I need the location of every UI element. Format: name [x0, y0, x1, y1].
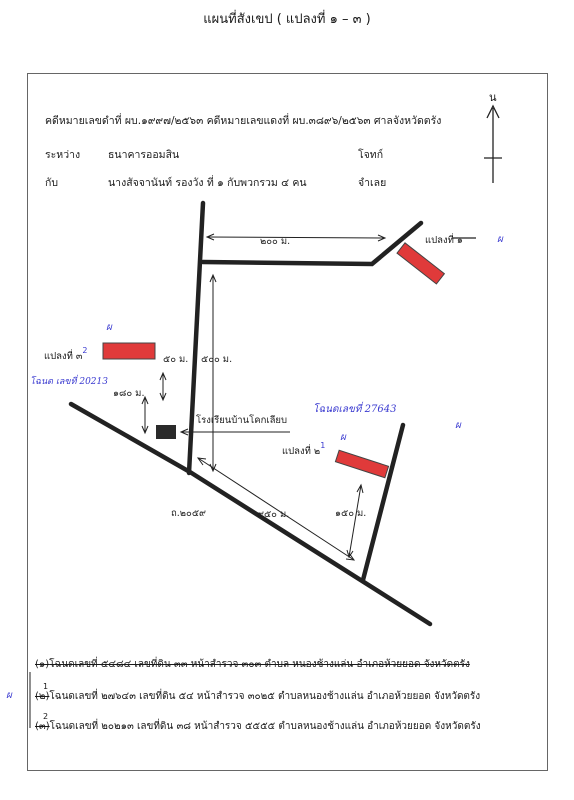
hand-note-left: โฉนด เลขที่ 20213 [30, 377, 108, 387]
deed-2: (๒) 1 โฉนดเลขที่ ๒๗๖๔๓ เลขที่ดิน ๕๔ หน้าสำรวจ ๓๐๒๕ ตำบลหนองช้างแล่น อำเภอห้วยยอด จังหวัดตรัง [35, 682, 481, 702]
defendant: นางสัจจานันท์ รองวัง ที่ ๑ กับพวกรวม ๔ คน [108, 177, 307, 189]
initial-4: ผ [340, 432, 346, 443]
page-title: แผนที่สังเขป ( แปลงที่ ๑ – ๓ ) [203, 12, 371, 27]
initial-3: ผ [455, 420, 461, 431]
with-label: กับ [45, 177, 59, 189]
school-marker [156, 425, 176, 439]
initial-2: ผ [106, 322, 112, 333]
defendant-role: จำเลย [358, 177, 387, 189]
margin-initial: ผ [6, 690, 12, 701]
school-label: โรงเรียนบ้านโคกเลียบ [196, 415, 287, 426]
parcel-3-rect [103, 343, 155, 359]
road-right [363, 425, 403, 580]
north-arrow-icon [484, 106, 502, 183]
between-label: ระหว่าง [45, 149, 81, 161]
dist-road: ๙๕๐ ม. [257, 509, 290, 520]
plaintiff-role: โจทก์ [358, 149, 384, 161]
road-top [203, 223, 421, 264]
deed-3: (๓) 2 โฉนดเลขที่ ๒๐๒๑๓ เลขที่ดิน ๓๘ หน้าสำรวจ ๕๕๕๕ ตำบลหนองช้างแล่น อำเภอห้วยยอด จังหวัดตรัง [35, 712, 481, 732]
dist-right: ๑๕๐ ม. [335, 508, 367, 519]
plaintiff: ธนาคารออมสิน [108, 149, 180, 161]
parcel-1-rect [397, 243, 444, 284]
parcel-2-rect [335, 450, 388, 477]
north-label: น [489, 91, 497, 104]
deed-1: (๑)โฉนดเลขที่ ๕๔๘๔ เลขที่ดิน ๓๓ หน้าสำรวจ ๓๐๓ ตำบล หนองช้างแล่น อำเภอห้วยยอด จังหวัดตรัง [35, 659, 470, 670]
parcel-1-label: แปลงที่ ๑ [425, 235, 463, 246]
road-main-diagonal [71, 404, 430, 624]
parcel-3-label: แปลงที่ ๓$^2$ [44, 346, 88, 362]
parcel-2-label: แปลงที่ ๒$^1$ [282, 441, 326, 457]
road-label: ถ.๒๐๕๙ [171, 508, 206, 519]
dist-top: ๒๐๐ ม. [260, 236, 291, 247]
dist-parcel3: ๕๐ ม. [163, 354, 189, 365]
dist-school: ๑๘๐ ม. [113, 388, 145, 399]
hand-note-right: โฉนดเลขที่ 27643 [313, 404, 397, 415]
initial-1: ผ [497, 234, 503, 245]
case-line: คดีหมายเลขดำที่ ผบ.๑๙๙๗/๒๕๖๓ คดีหมายเลขแดงที่ ผบ.๓๘๙๖/๒๕๖๓ ศาลจังหวัดตรัง [45, 115, 442, 127]
dist-vertical: ๕๐๐ ม. [201, 354, 233, 365]
